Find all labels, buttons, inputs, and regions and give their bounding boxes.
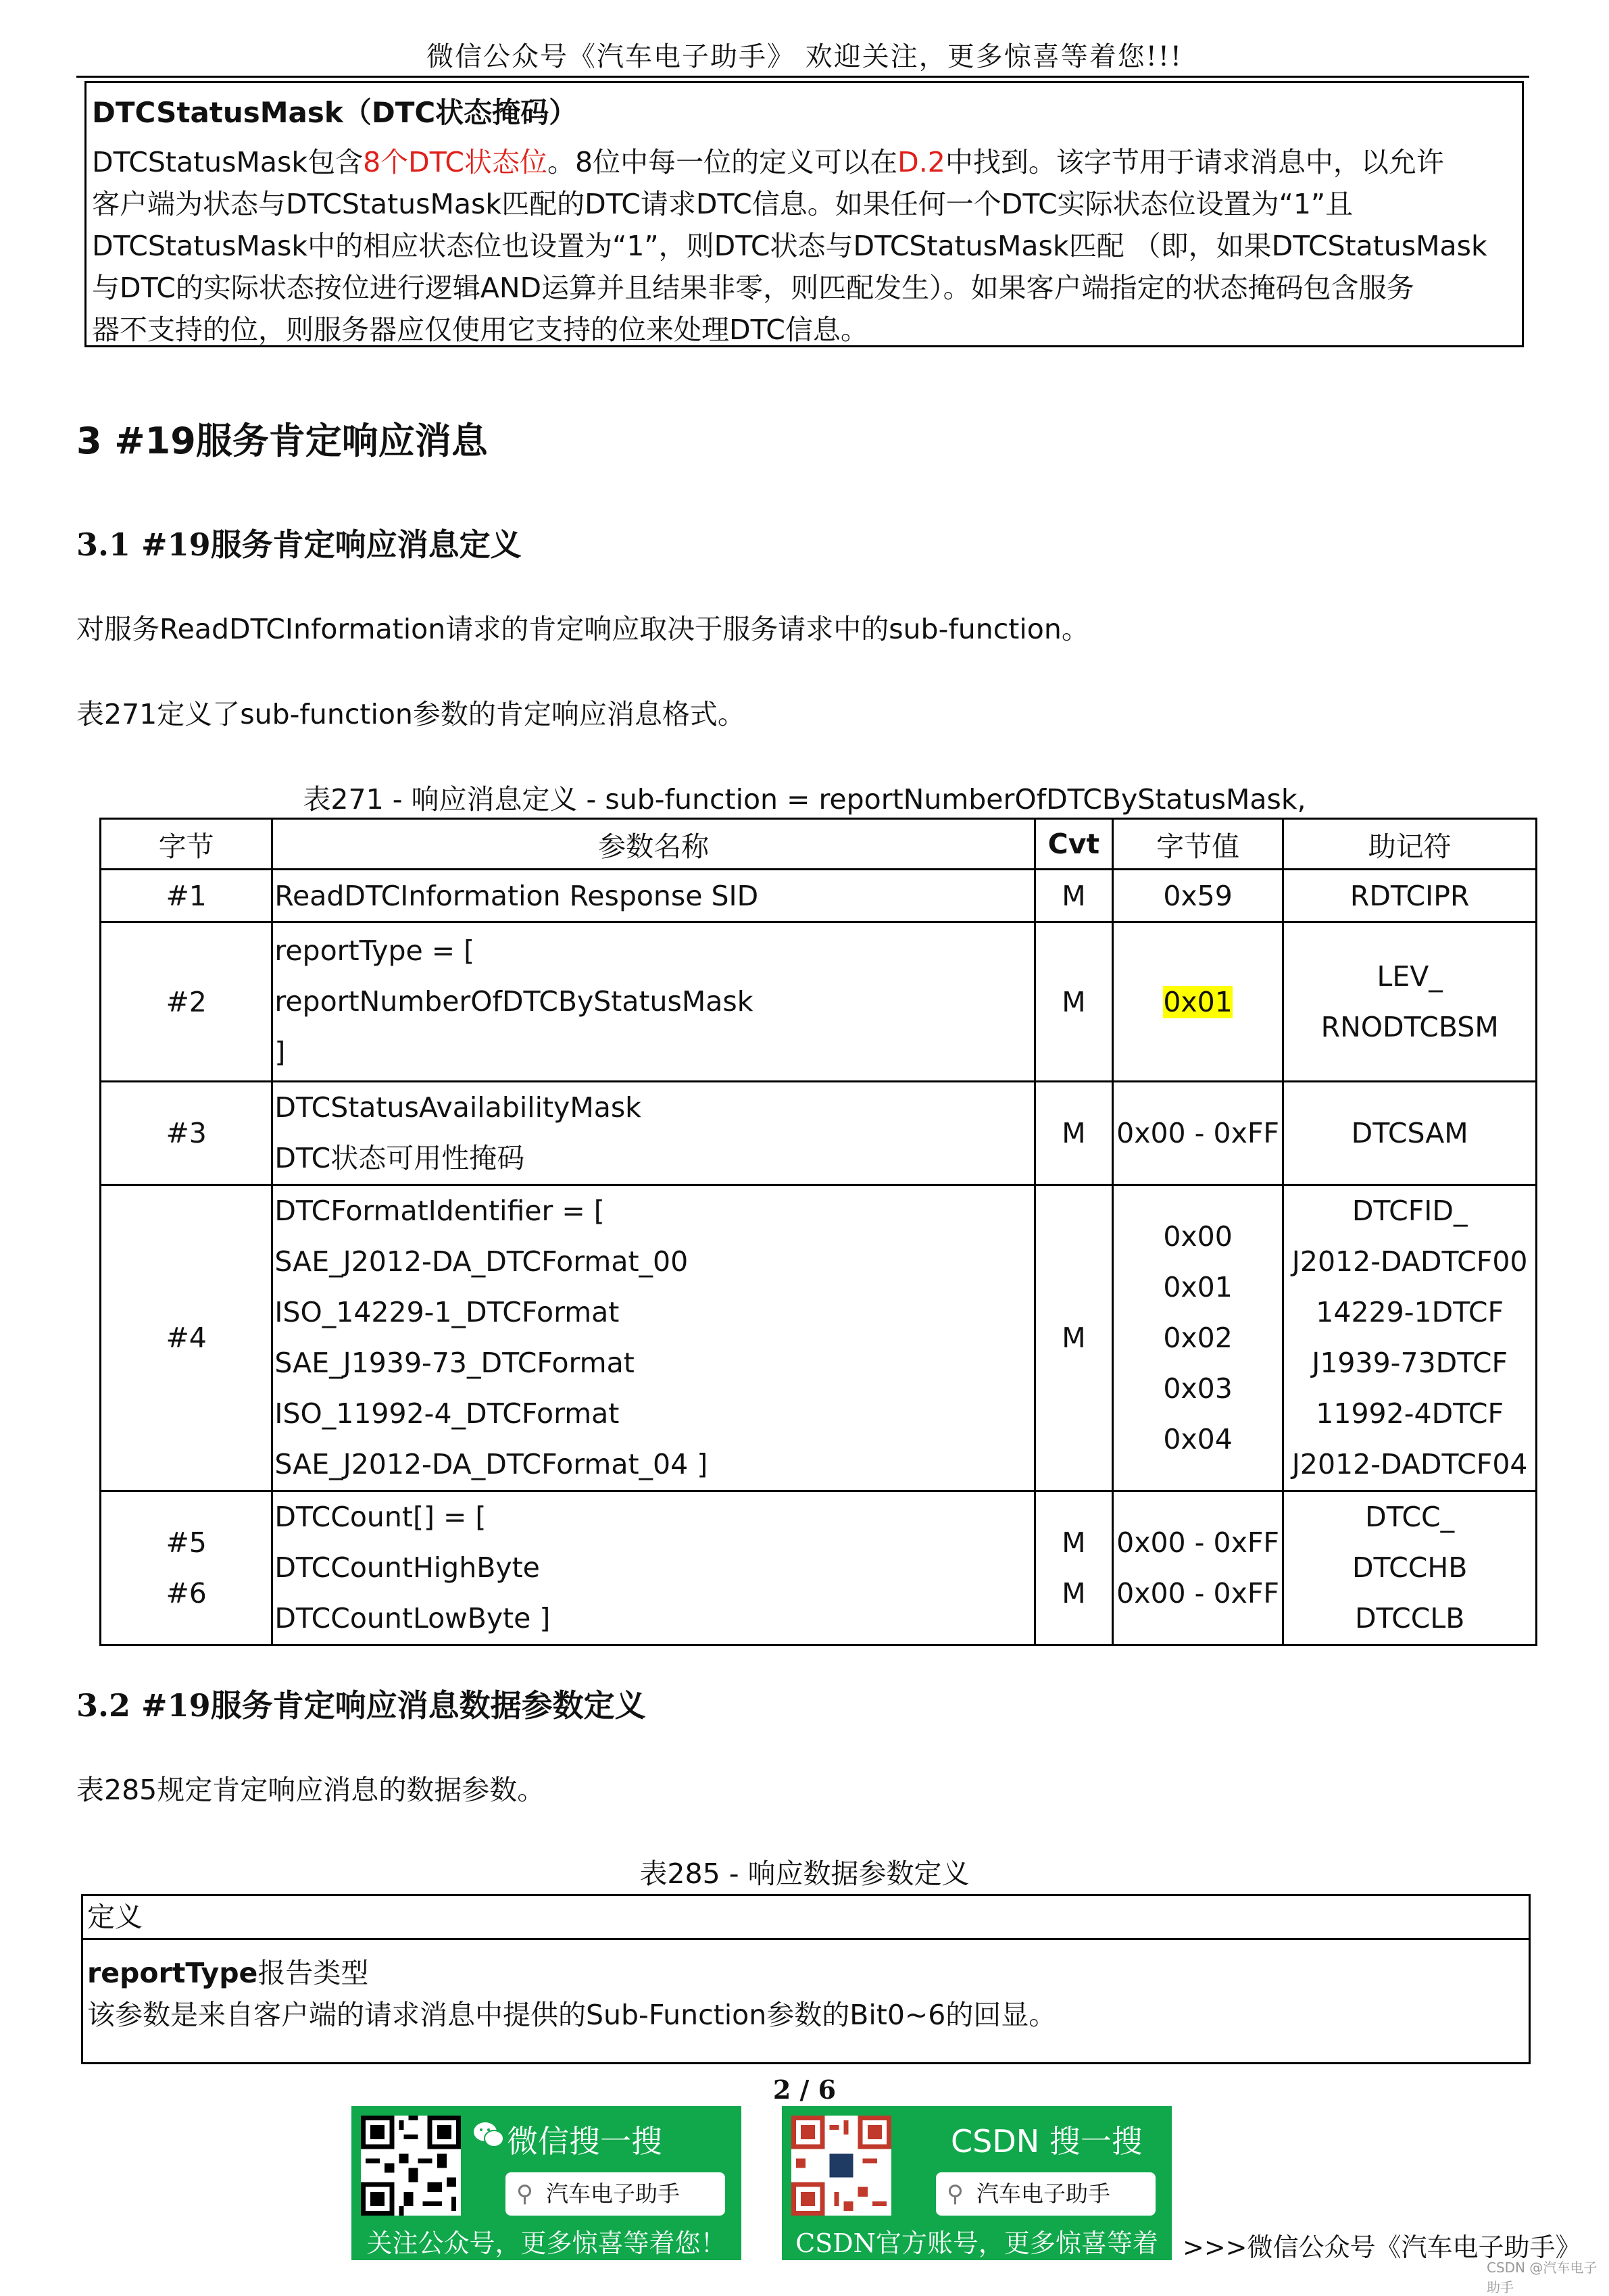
param-line: DTC状态可用性掩码 [274, 1142, 525, 1174]
status-mask-line: 与DTC的实际状态按位进行逻辑AND运算并且结果非零，则匹配发生）。如果客户端指定的状态掩码包含服务 [92, 272, 1414, 304]
csdn-search-text: 汽车电子助手 [976, 2180, 1110, 2207]
table-row [101, 870, 1537, 922]
cell-value: 0x59 [1112, 870, 1283, 922]
table-row [101, 1491, 1537, 1645]
wechat-icon [473, 2121, 504, 2152]
mnemonic-line: J2012-DADTCF04 [1291, 1448, 1528, 1480]
value-line: 0x02 [1163, 1321, 1233, 1354]
qr-code-icon [361, 2116, 461, 2216]
watermark: CSDN @汽车电子助手 [1487, 2260, 1598, 2295]
table-285-header: 定义 [83, 1896, 1529, 1940]
cell-mnemonic [1283, 1185, 1537, 1491]
status-bits-highlight: 8个DTC状态位 [363, 146, 548, 178]
table-271 [99, 818, 1537, 1646]
cell-byte: #3 [101, 1082, 272, 1185]
mnemonic-line: 11992-4DTCF [1316, 1397, 1504, 1430]
param-line: DTCStatusAvailabilityMask [274, 1091, 641, 1124]
cell-param [272, 1491, 1035, 1645]
table-271-caption: 表271 - 响应消息定义 - sub-function = reportNumberOfDTCByStatusMask, [303, 783, 1306, 816]
footer-text: >>>微信公众号《汽车电子助手》 [1183, 2232, 1581, 2262]
table-row [101, 922, 1537, 1082]
mnemonic-line: DTCCHB [1352, 1551, 1468, 1584]
param-line: SAE_J2012-DA_DTCFormat_04 ] [274, 1448, 708, 1480]
col-header-param: 参数名称 [272, 819, 1035, 870]
col-header-cvt: Cvt [1035, 819, 1112, 870]
cell-value [1112, 1185, 1283, 1491]
value-line: 0x04 [1163, 1422, 1233, 1455]
cell-byte: #2 [101, 922, 272, 1082]
cell-param [272, 1185, 1035, 1491]
cell-param: ReadDTCInformation Response SID [272, 870, 1035, 922]
search-icon: ⚲ [516, 2180, 533, 2207]
term-description: 该参数是来自客户端的请求消息中提供的Sub-Function参数的Bit0~6的回显。 [87, 1999, 1057, 2031]
col-header-byte: 字节 [101, 819, 272, 870]
status-mask-box [84, 81, 1524, 347]
qr-code-icon [791, 2116, 891, 2216]
term-cn: 报告类型 [257, 1957, 369, 1989]
mnemonic-line: J1939-73DTCF [1312, 1347, 1508, 1379]
mnemonic-line: DTCFID_ [1352, 1195, 1468, 1227]
value-line: 0x03 [1163, 1372, 1233, 1405]
cell-mnemonic: RDTCIPR [1283, 870, 1537, 922]
cell-cvt: M [1035, 1082, 1112, 1185]
section-3-1-para1: 对服务ReadDTCInformation请求的肯定响应取决于服务请求中的sub-function。 [76, 613, 1089, 645]
status-mask-title: DTCStatusMask（DTC状态掩码） [92, 96, 578, 129]
term-name: reportType [87, 1957, 258, 1989]
mnemonic-line: RNODTCBSM [1320, 1010, 1499, 1043]
mnemonic-line: DTCC_ [1365, 1501, 1455, 1533]
cell-value: 0x00 - 0xFF [1112, 1082, 1283, 1185]
status-mask-text: DTCStatusMask包含 [92, 146, 364, 178]
value-line: 0x01 [1163, 1270, 1233, 1303]
csdn-banner[interactable] [782, 2106, 1172, 2292]
section-3-heading: 3 #19服务肯定响应消息 [76, 420, 488, 462]
cell-value [1112, 1491, 1283, 1645]
byte-line: #6 [166, 1576, 207, 1609]
page-header: 微信公众号《汽车电子助手》 欢迎关注，更多惊喜等着您!!! [426, 41, 1183, 72]
param-line: ISO_14229-1_DTCFormat [274, 1296, 620, 1328]
cell-byte: #1 [101, 870, 272, 922]
status-mask-line: 客户端为状态与DTCStatusMask匹配的DTC请求DTC信息。如果任何一个DTC实际状态位设置为“1”且 [92, 188, 1354, 220]
cvt-line: M [1062, 1526, 1086, 1559]
param-line: DTCCount[] = [ [274, 1501, 487, 1533]
col-header-mnemonic: 助记符 [1283, 819, 1537, 870]
cvt-line: M [1062, 1576, 1086, 1609]
byte-line: #5 [166, 1526, 207, 1559]
appendix-ref-highlight: D.2 [897, 146, 945, 178]
csdn-search-box[interactable] [936, 2172, 1156, 2216]
value-line: 0x00 [1163, 1220, 1233, 1253]
param-line: SAE_J2012-DA_DTCFormat_00 [274, 1245, 689, 1278]
wechat-search-box[interactable] [505, 2172, 725, 2216]
header-rule [76, 76, 1529, 78]
cell-mnemonic: DTCSAM [1283, 1082, 1537, 1185]
cell-byte [101, 1491, 272, 1645]
cell-param [272, 922, 1035, 1082]
wechat-banner[interactable] [351, 2106, 741, 2260]
cell-mnemonic [1283, 922, 1537, 1082]
param-line: reportNumberOfDTCByStatusMask [274, 985, 753, 1018]
param-line: DTCCountHighByte [274, 1551, 540, 1584]
highlighted-value: 0x01 [1163, 985, 1233, 1018]
param-line: ISO_11992-4_DTCFormat [274, 1397, 620, 1430]
param-line: ] [274, 1036, 286, 1068]
wechat-banner-footer: 关注公众号，更多惊喜等着您！ [366, 2228, 726, 2258]
cell-cvt: M [1035, 1185, 1112, 1491]
value-line: 0x00 - 0xFF [1116, 1576, 1280, 1609]
param-line: SAE_J1939-73_DTCFormat [274, 1347, 635, 1379]
cell-cvt: M [1035, 870, 1112, 922]
table-row [101, 1185, 1537, 1491]
mnemonic-line: LEV_ [1377, 959, 1443, 993]
param-line: DTCCountLowByte ] [274, 1602, 551, 1634]
page-number: 2 / 6 [772, 2074, 837, 2105]
table-header-row [101, 819, 1537, 870]
param-line: reportType = [ [274, 934, 475, 967]
section-3-1-heading: 3.1 #19服务肯定响应消息定义 [76, 526, 522, 563]
wechat-banner-title: 微信搜一搜 [507, 2123, 662, 2160]
csdn-banner-title: CSDN 搜一搜 [951, 2123, 1143, 2160]
cell-cvt: M [1035, 922, 1112, 1082]
cell-value [1112, 922, 1283, 1082]
cell-mnemonic [1283, 1491, 1537, 1645]
section-3-2-para1: 表285规定肯定响应消息的数据参数。 [76, 1774, 545, 1806]
mnemonic-line: J2012-DADTCF00 [1291, 1245, 1528, 1278]
status-mask-line: 器不支持的位，则服务器应仅使用它支持的位来处理DTC信息。 [92, 314, 868, 346]
mnemonic-line: DTCCLB [1354, 1602, 1465, 1634]
value-line: 0x00 - 0xFF [1116, 1526, 1280, 1559]
table-285-caption: 表285 - 响应数据参数定义 [639, 1857, 970, 1890]
status-mask-text: 。8位中每一位的定义可以在 [547, 146, 898, 178]
table-row [101, 1082, 1537, 1185]
table-285-body [83, 1940, 1529, 2036]
cell-byte: #4 [101, 1185, 272, 1491]
table-285 [81, 1894, 1531, 2064]
status-mask-line: DTCStatusMask中的相应状态位也设置为“1”，则DTC状态与DTCStatusMask匹配 （即，如果DTCStatusMask [92, 230, 1487, 262]
cell-cvt [1035, 1491, 1112, 1645]
search-icon: ⚲ [947, 2180, 964, 2207]
status-mask-paragraph [92, 141, 1516, 351]
param-line: DTCFormatIdentifier = [ [274, 1195, 605, 1227]
section-3-2-heading: 3.2 #19服务肯定响应消息数据参数定义 [76, 1687, 646, 1724]
status-mask-text: 中找到。该字节用于请求消息中，以允许 [945, 146, 1444, 178]
col-header-value: 字节值 [1112, 819, 1283, 870]
cell-param [272, 1082, 1035, 1185]
mnemonic-line: 14229-1DTCF [1316, 1296, 1504, 1328]
csdn-banner-footer: CSDN官方账号，更多惊喜等着您！ [795, 2228, 1158, 2292]
wechat-search-text: 汽车电子助手 [546, 2180, 680, 2207]
section-3-1-para2: 表271定义了sub-function参数的肯定响应消息格式。 [76, 698, 745, 730]
